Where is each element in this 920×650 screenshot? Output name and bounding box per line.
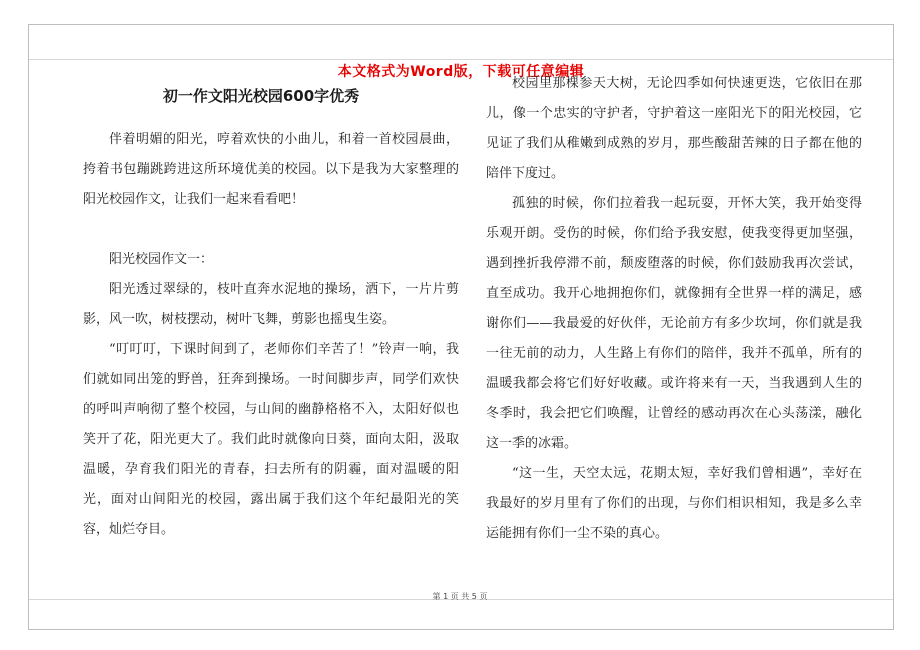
header-rule bbox=[29, 59, 893, 60]
body-paragraph: “这一生，天空太远，花期太短，幸好我们曾相遇”，幸好在我最好的岁月里有了你们的出现，与你们相识相知，我是多么幸运能拥有你们一尘不染的真心。 bbox=[486, 466, 862, 541]
watermark-banner: 本文格式为Word版，下载可任意编辑 bbox=[337, 64, 585, 80]
right-column bbox=[486, 69, 862, 549]
body-paragraph: 孤独的时候，你们拉着我一起玩耍，开怀大笑，我开始变得乐观开朗。受伤的时候，你们给予我安慰，使我变得更加坚强，遇到挫折我停滞不前，颓废堕落的时候，你们鼓励我再次尝试，直至成功。我开心地拥抱你们，就像拥有全世界一样的满足，感谢你们——我最爱的好伙伴，无论前方有多少坎坷，你们就是我一往无前的动力，人生路上有你们的陪伴，我并不孤单，所有的温暖我都会将它们好好收藏。或许将来有一天，当我遇到人生的冬季时，我会把它们唤醒，让曾经的感动再次在心头荡漾，融化这一季的冰霜。 bbox=[486, 196, 862, 451]
body-paragraph: “叮叮叮，下课时间到了，老师你们辛苦了！”铃声一响，我们就如同出笼的野兽，狂奔到操场。一时间脚步声，同学们欢快的呼叫声响彻了整个校园，与山间的幽静格格不入，太阳好似也笑开了花，阳光更大了。我们此时就像向日葵，面向太阳，汲取温暖，孕育我们阳光的青春，扫去所有的阴霾，面对温暖的阳光，面对山间阳光的校园，露出属于我们这个年纪最阳光的笑容，灿烂夺目。 bbox=[83, 342, 459, 537]
section-label: 阳光校园作文一： bbox=[109, 252, 214, 267]
body-paragraph: 校园里那棵参天大树，无论四季如何快速更迭，它依旧在那儿，像一个忠实的守护者，守护着这一座阳光下的阳光校园，它见证了我们从稚嫩到成熟的岁月，那些酸甜苦辣的日子都在他的陪伴下度过。 bbox=[486, 76, 862, 181]
page-number: 第 1 页 共 5 页 bbox=[432, 592, 488, 601]
body-paragraph: 阳光透过翠绿的，枝叶直奔水泥地的操场，洒下，一片片剪影，风一吹，树枝摆动，树叶飞舞，剪影也摇曳生姿。 bbox=[83, 282, 459, 327]
blank-line bbox=[83, 215, 459, 245]
article-title: 初一作文阳光校园600字优秀 bbox=[162, 87, 360, 105]
left-column bbox=[83, 81, 459, 545]
intro-paragraph: 伴着明媚的阳光，哼着欢快的小曲儿，和着一首校园晨曲，挎着书包蹦跳跨进这所环境优美的校园。以下是我为大家整理的阳光校园作文，让我们一起来看看吧！ bbox=[83, 132, 459, 207]
